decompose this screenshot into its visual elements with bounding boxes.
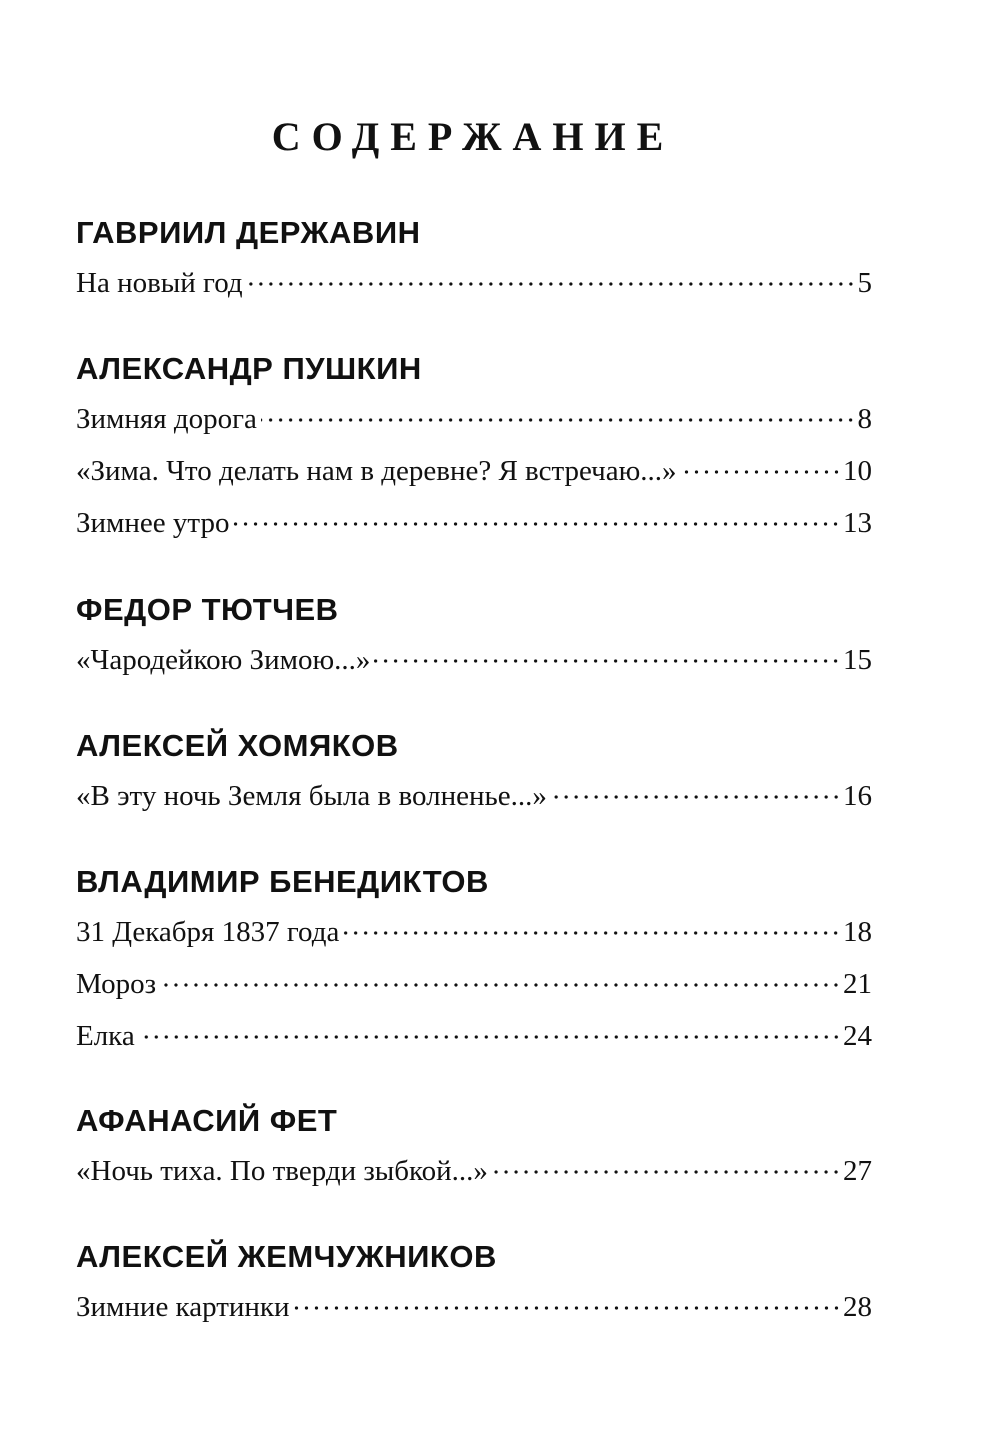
entry-title: «Зима. Что делать нам в деревне? Я встречаю...» [76, 455, 677, 487]
toc-entry[interactable] [76, 503, 872, 555]
entry-title: Зимняя дорога [76, 403, 257, 435]
author-section [76, 590, 872, 692]
author-name: ВЛАДИМИР БЕНЕДИКТОВ [76, 864, 489, 899]
dot-leader [160, 983, 841, 987]
toc-entry[interactable] [76, 912, 872, 964]
author-name: АФАНАСИЙ ФЕТ [76, 1103, 338, 1138]
page-number: 5 [857, 267, 872, 299]
page-number: 21 [843, 968, 872, 1000]
dot-leader [374, 659, 841, 663]
entry-title: 31 Декабря 1837 года [76, 916, 340, 948]
author-section [76, 1101, 872, 1203]
entry-title: «В эту ночь Земля была в волненье...» [76, 780, 547, 812]
author-name: ФЕДОР ТЮТЧЕВ [76, 592, 339, 627]
entry-title: Зимнее утро [76, 507, 230, 539]
entry-title: Зимние картинки [76, 1291, 290, 1323]
dot-leader [551, 795, 841, 799]
page-title: СОДЕРЖАНИЕ [271, 114, 675, 159]
dot-leader [247, 282, 856, 286]
page-number: 10 [843, 455, 872, 487]
author-section [76, 726, 872, 828]
entry-title: Елка [76, 1020, 135, 1052]
author-name: АЛЕКСЕЙ ЖЕМЧУЖНИКОВ [76, 1239, 497, 1274]
toc-entry[interactable] [76, 263, 872, 315]
entry-title: «Ночь тиха. По тверди зыбкой...» [76, 1155, 488, 1187]
page-number: 28 [843, 1291, 872, 1323]
dot-leader [139, 1035, 841, 1039]
toc-entry[interactable] [76, 1016, 872, 1068]
dot-leader [681, 470, 841, 474]
author-name: ГАВРИИЛ ДЕРЖАВИН [76, 215, 421, 250]
page-number: 18 [843, 916, 872, 948]
entry-title: На новый год [76, 267, 243, 299]
toc-entry[interactable] [76, 399, 872, 451]
dot-leader [294, 1306, 841, 1310]
toc-entry[interactable] [76, 964, 872, 1016]
author-section [76, 1237, 872, 1339]
dot-leader [261, 418, 856, 422]
page-number: 15 [843, 644, 872, 676]
page-number: 24 [843, 1020, 872, 1052]
author-name: АЛЕКСЕЙ ХОМЯКОВ [76, 728, 399, 763]
page-number: 27 [843, 1155, 872, 1187]
entry-title: Мороз [76, 968, 157, 1000]
toc-entry[interactable] [76, 776, 872, 828]
page-number: 8 [857, 403, 872, 435]
author-section [76, 862, 872, 1068]
toc-entry[interactable] [76, 1151, 872, 1203]
page-number: 16 [843, 780, 872, 812]
author-name: АЛЕКСАНДР ПУШКИН [76, 351, 422, 386]
toc-entry[interactable] [76, 451, 872, 503]
toc-entry[interactable] [76, 1287, 872, 1339]
entry-title: «Чародейкою Зимою...» [76, 644, 371, 676]
author-section [76, 349, 872, 555]
author-section [76, 213, 872, 315]
page-number: 13 [843, 507, 872, 539]
toc-entry[interactable] [76, 640, 872, 692]
dot-leader [492, 1170, 841, 1174]
dot-leader [233, 522, 841, 526]
dot-leader [343, 931, 841, 935]
